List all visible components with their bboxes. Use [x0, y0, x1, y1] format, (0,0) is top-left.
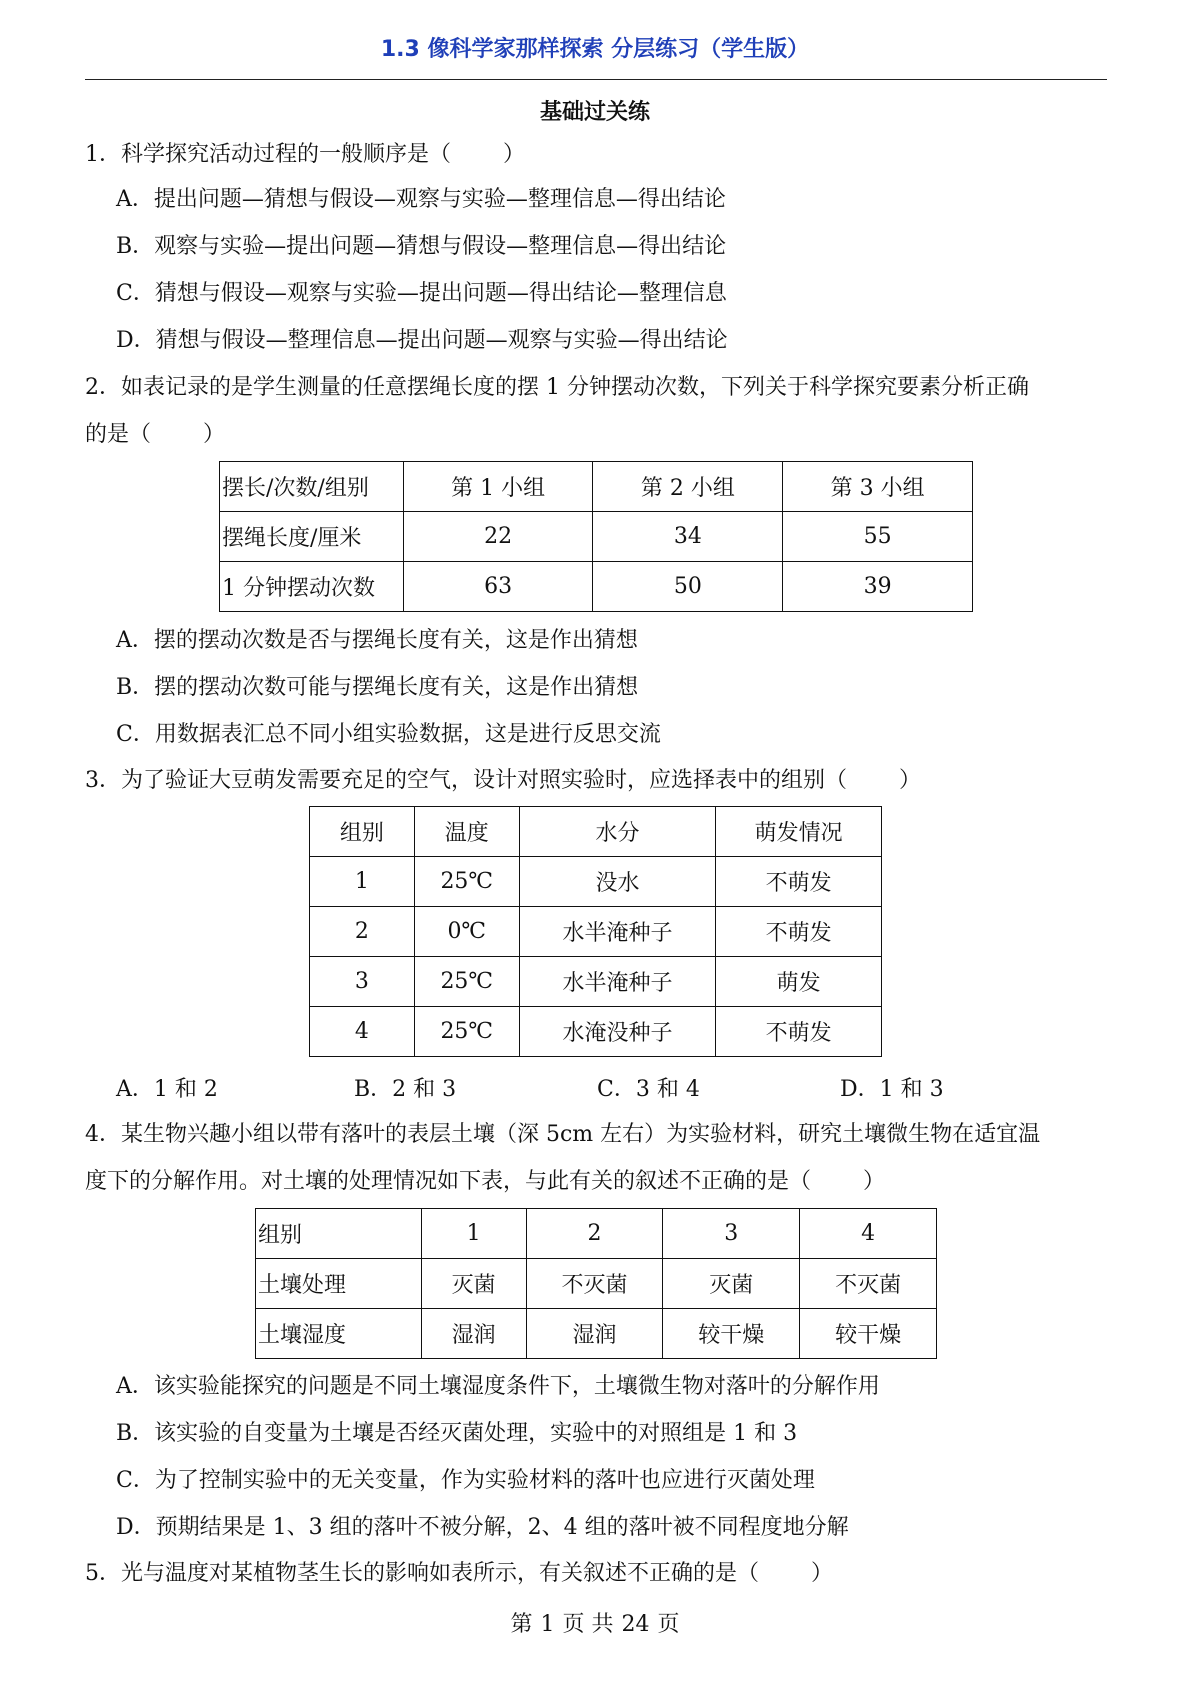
question-4-option-d: D．预期结果是 1、3 组的落叶不被分解，2、4 组的落叶被不同程度地分解: [116, 1515, 849, 1540]
table-cell: 组别: [256, 1209, 422, 1259]
table-cell: 第 2 小组: [593, 462, 783, 512]
table-cell: 3: [310, 957, 415, 1007]
question-2-table: [219, 461, 973, 612]
question-3-stem: 3．为了验证大豆萌发需要充足的空气，设计对照实验时，应选择表中的组别（ ）: [85, 768, 922, 793]
table-cell: 第 3 小组: [783, 462, 973, 512]
table-cell: 39: [783, 562, 973, 612]
table-row: [220, 512, 973, 562]
question-4-table: [255, 1208, 937, 1359]
table-cell: 没水: [519, 857, 716, 907]
table-row: [310, 957, 882, 1007]
table-cell: 2: [310, 907, 415, 957]
table-cell: 0℃: [414, 907, 519, 957]
table-cell: 22: [403, 512, 593, 562]
table-cell: 灭菌: [663, 1259, 800, 1309]
question-2-option-c: C．用数据表汇总不同小组实验数据，这是进行反思交流: [116, 722, 661, 747]
table-row: [220, 562, 973, 612]
table-cell: 水淹没种子: [519, 1007, 716, 1057]
question-1-option-b: B．观察与实验—提出问题—猜想与假设—整理信息—得出结论: [116, 234, 727, 259]
table-cell: 1: [310, 857, 415, 907]
table-cell: 2: [526, 1209, 663, 1259]
table-cell: 3: [663, 1209, 800, 1259]
table-cell: 湿润: [526, 1309, 663, 1359]
table-cell: 不灭菌: [526, 1259, 663, 1309]
page-number: 1: [540, 1612, 555, 1637]
question-4-option-c: C．为了控制实验中的无关变量，作为实验材料的落叶也应进行灭菌处理: [116, 1468, 815, 1493]
table-cell: 25℃: [414, 857, 519, 907]
question-3-option-a: A．1 和 2: [116, 1077, 218, 1102]
question-1-option-a: A．提出问题—猜想与假设—观察与实验—整理信息—得出结论: [116, 187, 726, 212]
question-5-stem: 5．光与温度对某植物茎生长的影响如表所示，有关叙述不正确的是（ ）: [85, 1561, 834, 1586]
question-2-option-b: B．摆的摆动次数可能与摆绳长度有关，这是作出猜想: [116, 675, 639, 700]
question-3-option-c: C．3 和 4: [597, 1077, 700, 1102]
table-cell: 萌发: [716, 957, 882, 1007]
question-1-option-c: C．猜想与假设—观察与实验—提出问题—得出结论—整理信息: [116, 281, 727, 306]
table-cell: 萌发情况: [716, 807, 882, 857]
table-cell: 水半淹种子: [519, 907, 716, 957]
table-cell: 温度: [414, 807, 519, 857]
table-cell: 水分: [519, 807, 716, 857]
table-row: [310, 1007, 882, 1057]
table-cell: 第 1 小组: [403, 462, 593, 512]
table-cell: 较干燥: [663, 1309, 800, 1359]
table-row: [310, 907, 882, 957]
total-pages: 24: [621, 1612, 650, 1637]
question-3-options: [116, 1075, 1016, 1105]
question-3-option-b: B．2 和 3: [354, 1077, 457, 1102]
table-row: [256, 1259, 937, 1309]
question-2-option-a: A．摆的摆动次数是否与摆绳长度有关，这是作出猜想: [116, 628, 638, 653]
table-cell: 较干燥: [800, 1309, 937, 1359]
table-cell: 4: [800, 1209, 937, 1259]
table-header-row: [310, 807, 882, 857]
table-cell: 组别: [310, 807, 415, 857]
table-cell: 水半淹种子: [519, 957, 716, 1007]
header-divider: [85, 79, 1107, 80]
table-cell: 25℃: [414, 957, 519, 1007]
question-2-stem-line1: 2．如表记录的是学生测量的任意摆绳长度的摆 1 分钟摆动次数，下列关于科学探究要素分析正确: [85, 375, 1029, 400]
table-cell: 不萌发: [716, 907, 882, 957]
table-cell: 34: [593, 512, 783, 562]
table-cell: 不灭菌: [800, 1259, 937, 1309]
footer-mid: 页 共: [562, 1612, 614, 1637]
table-header-row: [256, 1209, 937, 1259]
section-heading: 基础过关练: [539, 100, 650, 125]
table-cell: 摆长/次数/组别: [220, 462, 404, 512]
question-4-option-a: A．该实验能探究的问题是不同土壤湿度条件下，土壤微生物对落叶的分解作用: [116, 1374, 880, 1399]
question-4-stem-line2: 度下的分解作用。对土壤的处理情况如下表，与此有关的叙述不正确的是（ ）: [85, 1169, 886, 1194]
table-cell: 土壤湿度: [256, 1309, 422, 1359]
question-3-table: [309, 806, 882, 1057]
table-cell: 63: [403, 562, 593, 612]
table-cell: 灭菌: [421, 1259, 526, 1309]
question-1-stem: 1．科学探究活动过程的一般顺序是（ ）: [85, 142, 526, 167]
table-cell: 25℃: [414, 1007, 519, 1057]
table-row: [256, 1309, 937, 1359]
footer-prefix: 第: [510, 1612, 533, 1637]
table-row: [310, 857, 882, 907]
table-cell: 55: [783, 512, 973, 562]
table-cell: 湿润: [421, 1309, 526, 1359]
question-3-option-d: D．1 和 3: [840, 1077, 944, 1102]
question-4-stem-line1: 4．某生物兴趣小组以带有落叶的表层土壤（深 5cm 左右）为实验材料，研究土壤微生物在适宜温: [85, 1122, 1041, 1147]
question-1-option-d: D．猜想与假设—整理信息—提出问题—观察与实验—得出结论: [116, 328, 728, 353]
table-cell: 4: [310, 1007, 415, 1057]
document-title: 1.3 像科学家那样探索 分层练习（学生版）: [380, 37, 810, 62]
question-2-stem-line2: 的是（ ）: [85, 422, 226, 447]
table-cell: 1: [421, 1209, 526, 1259]
table-cell: 1 分钟摆动次数: [220, 562, 404, 612]
table-cell: 不萌发: [716, 1007, 882, 1057]
table-cell: 摆绳长度/厘米: [220, 512, 404, 562]
table-header-row: [220, 462, 973, 512]
table-cell: 不萌发: [716, 857, 882, 907]
table-cell: 50: [593, 562, 783, 612]
question-4-option-b: B．该实验的自变量为土壤是否经灭菌处理，实验中的对照组是 1 和 3: [116, 1421, 798, 1446]
page-footer: [0, 1610, 1190, 1640]
table-cell: 土壤处理: [256, 1259, 422, 1309]
footer-suffix: 页: [657, 1612, 680, 1637]
